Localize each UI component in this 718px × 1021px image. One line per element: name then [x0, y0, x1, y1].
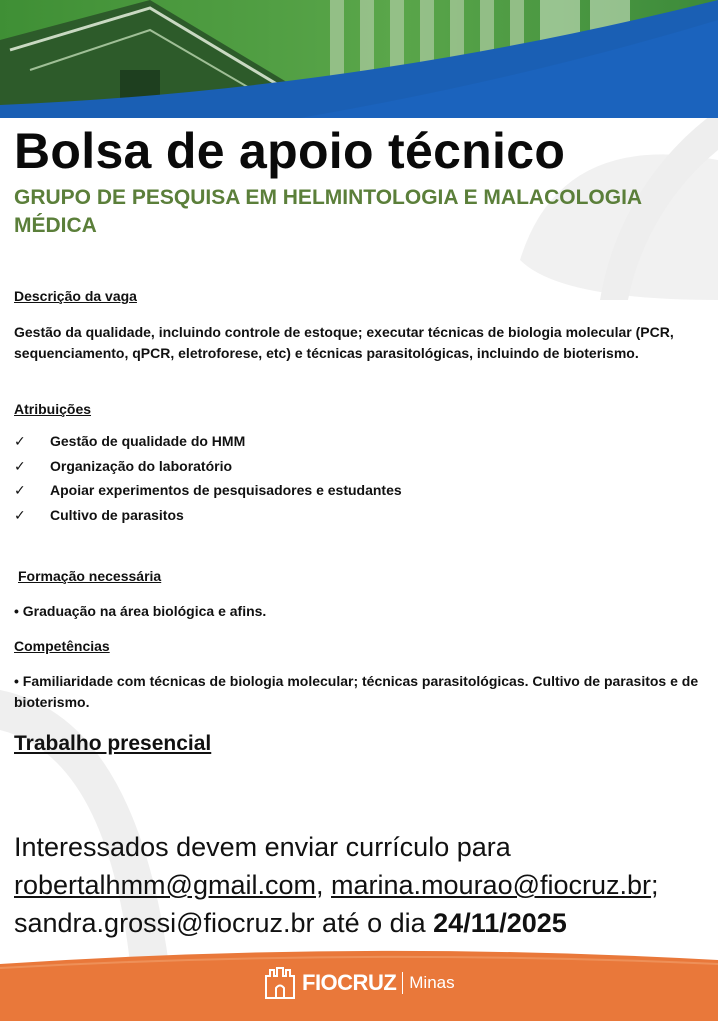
header-banner: [0, 0, 718, 118]
contact-intro: Interessados devem enviar currículo para: [14, 832, 511, 862]
contact-emails-line: [14, 866, 714, 904]
footer-separator: [402, 972, 403, 994]
list-item-text: Apoiar experimentos de pesquisadores e estudantes: [50, 482, 402, 498]
list-item-text: Organização do laboratório: [50, 457, 233, 474]
section-heading-competencias: Competências: [14, 638, 110, 654]
email-text-sandra: sandra.grossi@fiocruz.br: [14, 908, 315, 938]
email-separator: ;: [651, 870, 659, 900]
building-photo-banner: [0, 0, 718, 118]
footer-org-name: FIOCRUZ: [302, 970, 397, 995]
checkmark-icon: ✓: [14, 482, 26, 498]
work-mode-label: Trabalho presencial: [14, 732, 212, 755]
page-subtitle: GRUPO DE PESQUISA EM HELMINTOLOGIA E MALACOLOGIA MÉDICA: [14, 186, 642, 237]
fiocruz-castle-logo-icon: [264, 966, 296, 1000]
checkmark-icon: ✓: [14, 506, 26, 523]
section-heading-descricao: Descrição da vaga: [14, 288, 137, 304]
footer-unit-name: Minas: [409, 973, 455, 992]
formacao-text: • Graduação na área biológica e afins.: [14, 603, 267, 619]
section-heading-formacao: Formação necessária: [18, 568, 162, 584]
deadline-prefix: até o dia: [322, 908, 426, 938]
contact-block: [14, 828, 714, 942]
section-heading-atribuicoes: Atribuições: [14, 401, 92, 417]
contact-deadline-line: [14, 904, 714, 942]
email-link-marina[interactable]: marina.mourao@fiocruz.br: [331, 870, 652, 900]
email-separator: ,: [315, 870, 324, 900]
checkmark-icon: ✓: [14, 433, 26, 449]
competencias-text: • Familiaridade com técnicas de biologia molecular; técnicas parasitológicas. Cultivo de parasitos e de bioterismo.: [14, 673, 699, 710]
descricao-text: Gestão da qualidade, incluindo controle de estoque; executar técnicas de biologia molecular (PCR, sequenciamento, qPCR, eletroforese, etc) e técnicas parasitológicas, incluindo de bioterismo.: [14, 324, 674, 361]
checkmark-icon: ✓: [14, 457, 26, 474]
email-link-roberta[interactable]: robertalhmm@gmail.com: [14, 870, 316, 900]
footer-logo: [264, 963, 455, 1003]
page-title: Bolsa de apoio técnico: [14, 123, 566, 179]
list-item-text: Cultivo de parasitos: [50, 506, 184, 523]
deadline-date: 24/11/2025: [433, 908, 567, 938]
list-item-text: Gestão de qualidade do HMM: [50, 433, 246, 449]
